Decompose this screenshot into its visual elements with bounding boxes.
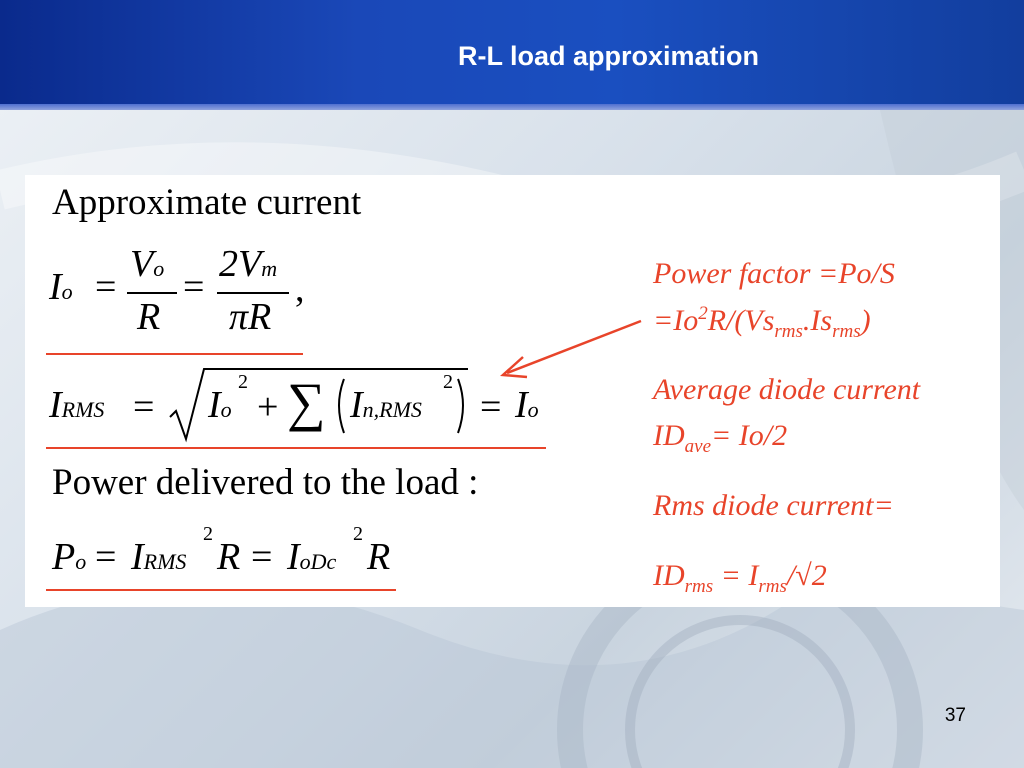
eq3-r1: R [217,536,241,578]
eq2-equals-2: = [480,386,502,428]
eq1-frac1-bar [127,292,177,294]
eq2-sigma: ∑ [287,372,326,432]
eq2-in-symbol: I [350,384,363,426]
eq1-frac2-num-sub: m [261,256,278,281]
eq3-equals-1: = [95,536,117,578]
note-average-diode-line1: Average diode current [653,373,921,406]
eq1-frac2-num-symbol: 2V [219,243,262,285]
eq3-i2-sub: oDc [299,549,337,574]
pf-part-c: .Is [802,304,833,337]
avg-part-b: = Io/2 [711,419,788,452]
eq2-rhs-sub: o [527,397,539,422]
eq3-sup-1: 2 [203,523,213,545]
pf-part-b: R/(Vs [707,304,775,337]
eq1-lhs [49,265,73,309]
pf-sub-1: rms [774,321,803,342]
pf-part-a: =Io [653,304,699,337]
page-number: 37 [944,705,966,726]
eq2-lhs [49,383,104,427]
equation-panel [25,175,1000,607]
eq2-rhs [515,383,539,427]
eq2-in-square: 2 [443,371,453,393]
rms-part-b: = I [713,559,759,592]
eq1-frac2-bar [217,292,289,294]
eq1-frac1-numerator [130,242,164,286]
eq2-underline [46,447,546,449]
note-power-factor-line1: Power factor =Po/S [653,257,895,290]
eq3-i2-symbol: I [287,536,300,578]
note-average-diode-line2 [653,419,787,458]
eq2-io [208,383,232,427]
eq1-frac2-denominator: πR [229,296,272,338]
eq2-rhs-symbol: I [515,384,528,426]
rms-sub-2: rms [758,576,787,597]
pf-sup: 2 [698,303,708,324]
eq1-underline [46,353,303,355]
rms-part-a: ID [653,559,685,592]
eq3-po [52,535,86,579]
eq3-sup-2: 2 [353,523,363,545]
eq1-lhs-sub: o [61,279,73,304]
eq3-p-sub: o [75,549,87,574]
eq3-i1-sub: RMS [143,549,187,574]
eq1-lhs-symbol: I [49,266,62,308]
eq2-plus: + [257,386,279,428]
eq2-io-sub: o [220,397,232,422]
eq3-r2: R [367,536,391,578]
note-rms-diode-line1: Rms diode current= [653,489,894,522]
note-power-factor-line2 [653,303,871,343]
eq1-trailing-comma: , [295,268,305,310]
eq3-i1-symbol: I [131,536,144,578]
avg-sub: ave [684,436,712,457]
heading-power-delivered: Power delivered to the load : [52,462,479,503]
eq2-in-sub: n,RMS [362,397,422,422]
heading-approximate-current: Approximate current [52,182,362,223]
eq1-frac1-num-symbol: V [130,243,154,285]
eq1-equals-1: = [95,266,117,308]
eq2-lhs-sub: RMS [61,397,105,422]
note-rms-diode-line2 [653,559,827,598]
avg-part-a: ID [653,419,685,452]
rms-part-c: /√2 [786,559,827,592]
rms-sub-1: rms [684,576,714,597]
eq3-irms [131,535,186,579]
eq1-equals-2: = [183,266,205,308]
eq3-iodc [287,535,336,579]
eq3-p-symbol: P [52,536,76,578]
eq3-underline [46,589,396,591]
pf-sub-2: rms [832,321,861,342]
eq1-frac1-num-sub: o [153,256,165,281]
eq2-io-square: 2 [238,371,248,393]
eq2-in [350,383,422,427]
slide-title: R-L load approximation [458,41,760,71]
eq2-equals-1: = [133,386,155,428]
pf-part-d: ) [860,304,871,337]
header-divider [0,104,1024,110]
eq1-frac1-denominator: R [137,296,161,338]
pointer-arrow [495,315,645,385]
eq2-io-symbol: I [208,384,221,426]
eq3-equals-2: = [251,536,273,578]
eq2-lhs-symbol: I [49,384,62,426]
eq1-frac2-numerator [219,242,277,286]
